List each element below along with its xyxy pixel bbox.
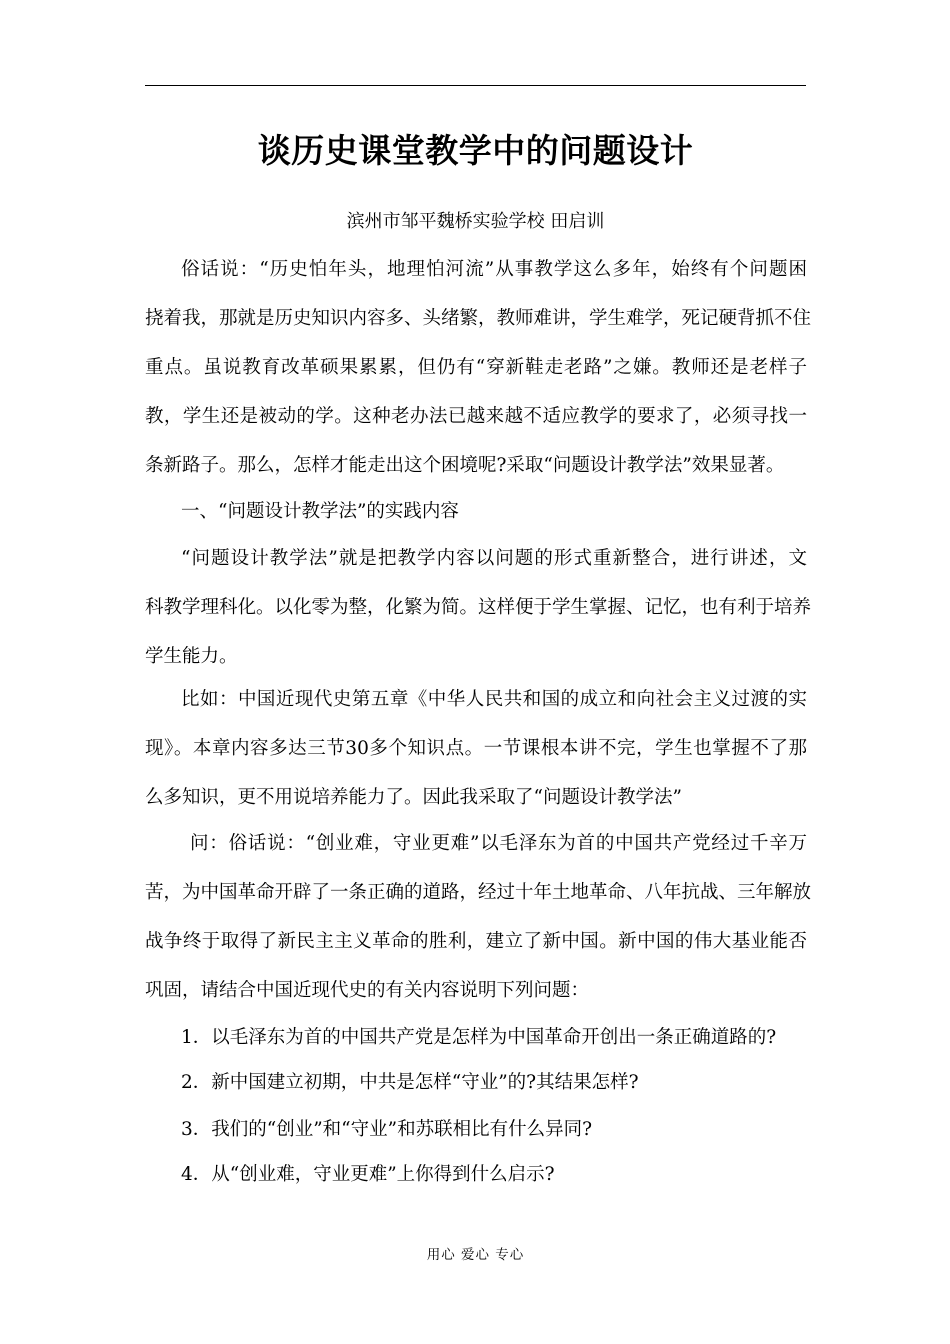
body-line: 学生能力。 <box>145 646 238 667</box>
body-line: 俗话说：“历史怕年头，地理怕河流”从事教学这么多年，始终有个问题困 <box>181 259 807 280</box>
body-line: 战争终于取得了新民主主义革命的胜利，建立了新中国。新中国的伟大基业能否 <box>145 931 807 952</box>
header-rule <box>145 85 806 86</box>
body-line: 重点。虽说教育改革硕果累累，但仍有“穿新鞋走老路”之嫌。教师还是老样子 <box>145 357 807 378</box>
question-item: 1．以毛泽东为首的中国共产党是怎样为中国革命开创出一条正确道路的? <box>181 1027 777 1048</box>
page-title: 谈历史课堂教学中的问题设计 <box>257 131 694 170</box>
body-line: 挠着我，那就是历史知识内容多、头绪繁，教师难讲，学生难学，死记硬背抓不住 <box>145 308 812 329</box>
body-line: 条新路子。那么，怎样才能走出这个困境呢?采取“问题设计教学法”效果显著。 <box>145 455 785 476</box>
body-line: 么多知识，更不用说培养能力了。因此我采取了“问题设计教学法” <box>145 787 682 808</box>
body-line: 教，学生还是被动的学。这种老办法已越来越不适应教学的要求了，必须寻找一 <box>145 406 807 427</box>
body-line: “问题设计教学法”就是把教学内容以问题的形式重新整合，进行讲述，文 <box>181 548 807 569</box>
body-line: 科教学理科化。以化零为整，化繁为简。这样便于学生掌握、记忆，也有利于培养 <box>145 597 812 618</box>
question-item: 3．我们的“创业”和“守业”和苏联相比有什么异同? <box>181 1119 593 1140</box>
question-item: 2．新中国建立初期，中共是怎样“守业”的?其结果怎样? <box>181 1072 639 1093</box>
question-item: 4．从“创业难，守业更难”上你得到什么启示? <box>181 1164 555 1185</box>
author-line: 滨州市邹平魏桥实验学校 田启训 <box>346 211 605 232</box>
body-line: 巩固，请结合中国近现代史的有关内容说明下列问题： <box>145 980 590 1001</box>
page-footer: 用心 爱心 专心 <box>426 1247 525 1263</box>
body-line: 苦，为中国革命开辟了一条正确的道路，经过十年土地革命、八年抗战、三年解放 <box>145 882 812 903</box>
question-intro: 问：俗话说：“创业难，守业更难”以毛泽东为首的中国共产党经过千辛万 <box>190 833 807 854</box>
section-heading: 一、“问题设计教学法”的实践内容 <box>181 501 459 522</box>
body-line: 比如：中国近现代史第五章《中华人民共和国的成立和向社会主义过渡的实 <box>181 689 807 710</box>
body-line: 现》。本章内容多达三节30多个知识点。一节课根本讲不完，学生也掌握不了那 <box>145 738 807 759</box>
